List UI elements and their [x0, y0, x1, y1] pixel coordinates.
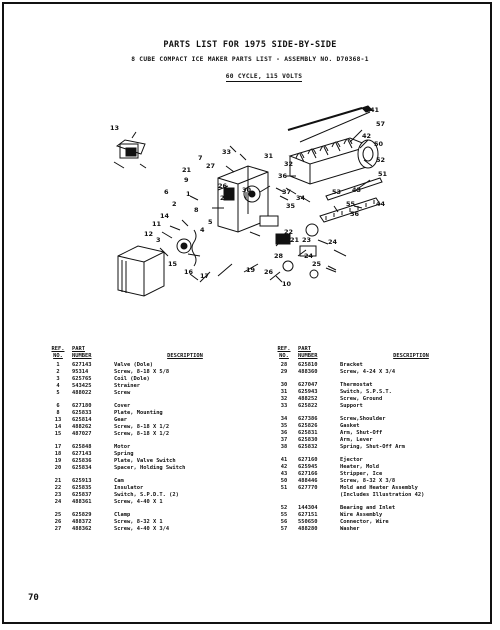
svg-text:14: 14	[160, 212, 170, 220]
part-description: Insulator	[114, 485, 144, 491]
ref-number: 56	[280, 519, 288, 525]
table-row	[44, 383, 256, 390]
table-row	[44, 458, 256, 465]
ref-number: 57	[280, 526, 288, 532]
svg-text:33: 33	[222, 148, 232, 156]
ref-number: 15	[54, 431, 62, 437]
ref-number: 43	[280, 471, 288, 477]
svg-text:28: 28	[274, 252, 284, 260]
svg-text:12: 12	[144, 230, 154, 238]
part-description: Heater, Mold	[340, 464, 379, 470]
table-row	[44, 417, 256, 424]
part-number: 627151	[298, 512, 318, 518]
page-title: PARTS LIST FOR 1975 SIDE-BY-SIDE	[163, 40, 337, 50]
table-row	[270, 512, 482, 519]
part-number: 627386	[298, 416, 318, 422]
part-description: Screw, 8-32 X 3/8	[340, 478, 396, 484]
table-row	[44, 492, 256, 499]
svg-text:26: 26	[264, 268, 274, 276]
table-row	[44, 451, 256, 458]
ref-number: 52	[280, 505, 288, 511]
part-number: 625913	[72, 478, 92, 484]
part-number: 625814	[72, 417, 92, 423]
table-row	[44, 519, 256, 526]
svg-text:6: 6	[164, 188, 169, 196]
part-number: 95314	[72, 369, 89, 375]
ref-number: 33	[280, 403, 288, 409]
part-number: 625835	[72, 485, 92, 491]
part-number: 550650	[298, 519, 318, 525]
svg-text:55: 55	[346, 200, 356, 208]
part-description: Screw, 4-40 X 3/4	[114, 526, 170, 532]
table-row	[44, 444, 256, 451]
ref-number: 50	[280, 478, 288, 484]
part-number: 625848	[72, 444, 92, 450]
part-description: Mold and Heater Assembly	[340, 485, 418, 491]
part-number: 625810	[298, 362, 318, 368]
part-description: Stripper, Ice	[340, 471, 383, 477]
svg-text:9: 9	[184, 176, 189, 184]
ref-number: 30	[280, 382, 288, 388]
table-row	[44, 376, 256, 383]
part-number: 627166	[298, 471, 318, 477]
svg-text:26: 26	[218, 182, 228, 190]
ref-number: 1	[56, 362, 60, 368]
part-number: 625833	[72, 410, 92, 416]
description-column-header: DESCRIPTION	[393, 352, 429, 359]
svg-text:43: 43	[352, 186, 362, 194]
part-description: Connector, Wire	[340, 519, 389, 525]
table-row	[44, 403, 256, 410]
part-description: Screw, 4-24 X 3/4	[340, 369, 396, 375]
svg-text:52: 52	[376, 156, 386, 164]
part-description: Thermostat	[340, 382, 373, 388]
table-row	[270, 403, 482, 410]
part-description: Spacer, Holding Switch	[114, 465, 186, 471]
table-row	[44, 362, 256, 369]
part-number: 488446	[298, 478, 318, 484]
svg-text:25: 25	[312, 260, 322, 268]
svg-text:22: 22	[284, 228, 294, 236]
part-description: Washer	[340, 526, 360, 532]
ref-number: 21	[54, 478, 62, 484]
page-subtitle: 8 CUBE COMPACT ICE MAKER PARTS LIST - ASSEMBLY NO. D70368-1	[131, 56, 369, 63]
cover	[118, 246, 164, 296]
parts-table-left	[44, 346, 256, 533]
part-number: 625826	[298, 423, 318, 429]
table-row	[44, 369, 256, 376]
svg-text:17: 17	[200, 272, 210, 280]
svg-text:41: 41	[370, 106, 380, 114]
table-row	[270, 464, 482, 471]
ref-column-header: REF. NO.	[277, 346, 291, 359]
part-description: Gasket	[340, 423, 360, 429]
part-description: Coil (Dole)	[114, 376, 150, 382]
part-description: Switch, S.P.S.T.	[340, 389, 392, 395]
svg-text:24: 24	[328, 238, 338, 246]
ref-number: 36	[280, 430, 288, 436]
table-row	[270, 369, 482, 376]
table-row	[270, 526, 482, 533]
svg-text:51: 51	[378, 170, 388, 178]
table-row	[270, 389, 482, 396]
svg-text:11: 11	[152, 220, 162, 228]
part-number: 625829	[72, 512, 92, 518]
part-number: 488280	[298, 526, 318, 532]
part-description: Valve (Dole)	[114, 362, 153, 368]
ref-number: 41	[280, 457, 288, 463]
table-row	[270, 423, 482, 430]
part-number: 144304	[298, 505, 318, 511]
ref-number: 2	[56, 369, 60, 375]
part-description: Switch, S.P.D.T. (2)	[114, 492, 179, 498]
ref-number: 37	[280, 437, 288, 443]
svg-text:53: 53	[332, 188, 342, 196]
table-row	[44, 410, 256, 417]
ref-number: 4	[56, 383, 60, 389]
part-number: 488252	[298, 396, 318, 402]
part-number: 625831	[298, 430, 318, 436]
part-description: Screw,Shoulder	[340, 416, 386, 422]
ref-number: 23	[54, 492, 62, 498]
ref-number: 26	[54, 519, 62, 525]
part-number: 625943	[298, 389, 318, 395]
part-description: Wire Assembly	[340, 512, 383, 518]
svg-text:31: 31	[264, 152, 274, 160]
ref-number: 34	[280, 416, 288, 422]
part-description: Plate, Mounting	[114, 410, 163, 416]
part-description: Bracket	[340, 362, 363, 368]
svg-text:5: 5	[208, 218, 213, 226]
part-description: Arm, Lever	[340, 437, 373, 443]
table-row	[44, 390, 256, 397]
svg-text:4: 4	[200, 226, 205, 234]
part-number: 627180	[72, 403, 92, 409]
ref-column-header: REF. NO.	[51, 346, 65, 359]
table-row	[44, 431, 256, 438]
ref-number: 17	[54, 444, 62, 450]
part-description: Spring, Shut-Off Arm	[340, 444, 405, 450]
part-description: Bearing and Inlet	[340, 505, 396, 511]
part-number: 627047	[298, 382, 318, 388]
table-row	[44, 424, 256, 431]
svg-text:20: 20	[220, 194, 230, 202]
table-row	[270, 382, 482, 389]
part-number: 488362	[72, 526, 92, 532]
part-description: Screw, 8-18 X 1/2	[114, 431, 170, 437]
table-row	[44, 465, 256, 472]
part-number: 488360	[298, 369, 318, 375]
ref-number: 28	[280, 362, 288, 368]
valve-inset	[114, 132, 146, 168]
cycle-label: 60 CYCLE, 115 VOLTS	[225, 73, 303, 80]
part-number: 625945	[298, 464, 318, 470]
table-row	[44, 512, 256, 519]
svg-text:15: 15	[168, 260, 178, 268]
part-number: 488372	[72, 519, 92, 525]
ref-number	[270, 492, 298, 499]
part-number: 627160	[298, 457, 318, 463]
part-description: Screw	[114, 390, 131, 396]
part-description: Cover	[114, 403, 131, 409]
ref-number: 31	[280, 389, 288, 395]
part-description: Screw, 8-18 X 5/8	[114, 369, 170, 375]
part-number: 625837	[72, 492, 92, 498]
svg-text:27: 27	[206, 162, 216, 170]
exploded-parts-diagram	[100, 96, 400, 301]
svg-text:42: 42	[362, 132, 372, 140]
svg-text:50: 50	[374, 140, 384, 148]
part-description: Spring	[114, 451, 134, 457]
part-description: Ejector	[340, 457, 363, 463]
table-header	[44, 346, 256, 359]
ref-number: 14	[54, 424, 62, 430]
table-row	[44, 499, 256, 506]
part-number: 627143	[72, 362, 92, 368]
table-row	[270, 519, 482, 526]
part-description: Strainer	[114, 383, 140, 389]
ref-number: 22	[54, 485, 62, 491]
svg-text:24: 24	[304, 252, 314, 260]
part-number: 625822	[298, 403, 318, 409]
part-description: Screw, 8-18 X 1/2	[114, 424, 170, 430]
svg-text:2: 2	[172, 200, 177, 208]
svg-text:23: 23	[302, 236, 312, 244]
ref-number: 42	[280, 464, 288, 470]
part-number: 627770	[298, 485, 318, 491]
table-row	[270, 457, 482, 464]
table-header	[270, 346, 482, 359]
part-number: 625834	[72, 465, 92, 471]
svg-text:13: 13	[110, 124, 120, 132]
part-description: Screw, 4-40 X 1	[114, 499, 163, 505]
ref-number: 19	[54, 458, 62, 464]
table-row	[270, 485, 482, 492]
ref-number: 5	[56, 390, 60, 396]
svg-text:36: 36	[278, 172, 288, 180]
ref-number: 29	[280, 369, 288, 375]
svg-text:44: 44	[376, 200, 386, 208]
part-description: Screw, 8-32 X 1	[114, 519, 163, 525]
description-column-header: DESCRIPTION	[167, 352, 203, 359]
part-description: Arm, Shut-Off	[340, 430, 383, 436]
svg-text:7: 7	[198, 154, 203, 162]
part-number: 625832	[298, 444, 318, 450]
part-description: Screw, Ground	[340, 396, 383, 402]
ref-number: 24	[54, 499, 62, 505]
parts-table-right	[270, 346, 482, 533]
part-description: Support	[340, 403, 363, 409]
table-row	[270, 362, 482, 369]
part-number: 627143	[72, 451, 92, 457]
ref-number: 55	[280, 512, 288, 518]
svg-text:3: 3	[156, 236, 161, 244]
svg-text:16: 16	[184, 268, 194, 276]
svg-text:21: 21	[290, 236, 300, 244]
ref-number: 32	[280, 396, 288, 402]
ref-number: 35	[280, 423, 288, 429]
ref-number: 27	[54, 526, 62, 532]
ref-number: 3	[56, 376, 60, 382]
ref-number: 51	[280, 485, 288, 491]
svg-text:57: 57	[376, 120, 386, 128]
svg-text:1: 1	[186, 190, 191, 198]
part-number-column-header: PART NUMBER	[72, 346, 92, 359]
ref-number: 38	[280, 444, 288, 450]
table-row	[270, 492, 482, 499]
svg-text:10: 10	[282, 280, 292, 288]
svg-text:37: 37	[282, 188, 292, 196]
ref-number: 13	[54, 417, 62, 423]
table-row	[44, 485, 256, 492]
ref-number: 18	[54, 451, 62, 457]
ice-mold	[290, 138, 370, 184]
part-number: 625836	[72, 458, 92, 464]
table-row	[270, 437, 482, 444]
part-description: Clamp	[114, 512, 131, 518]
part-number: 488022	[72, 390, 92, 396]
svg-text:56: 56	[350, 210, 360, 218]
table-row	[44, 526, 256, 533]
part-number: 488361	[72, 499, 92, 505]
part-description: Plate, Valve Switch	[114, 458, 176, 464]
part-description: (Includes Illustration 42)	[340, 492, 425, 498]
table-row	[270, 444, 482, 451]
ref-number: 20	[54, 465, 62, 471]
page-number: 70	[28, 593, 39, 603]
svg-text:8: 8	[194, 206, 199, 214]
table-row	[270, 505, 482, 512]
svg-text:21: 21	[182, 166, 192, 174]
svg-text:34: 34	[296, 194, 306, 202]
ref-number: 6	[56, 403, 60, 409]
table-row	[270, 416, 482, 423]
table-row	[270, 430, 482, 437]
part-number: 487027	[72, 431, 92, 437]
table-row	[270, 396, 482, 403]
part-description: Gear	[114, 417, 127, 423]
svg-text:30: 30	[242, 186, 252, 194]
svg-text:32: 32	[284, 160, 294, 168]
part-number: 625830	[298, 437, 318, 443]
part-number: 625765	[72, 376, 92, 382]
part-number	[298, 492, 340, 499]
ref-number: 25	[54, 512, 62, 518]
table-row	[270, 478, 482, 485]
part-description: Cam	[114, 478, 124, 484]
part-number-column-header: PART NUMBER	[298, 346, 318, 359]
svg-text:35: 35	[286, 202, 296, 210]
svg-text:19: 19	[246, 266, 256, 274]
table-row	[44, 478, 256, 485]
part-description: Motor	[114, 444, 131, 450]
part-number: 543425	[72, 383, 92, 389]
ref-number: 8	[56, 410, 60, 416]
table-row	[270, 471, 482, 478]
part-number: 488262	[72, 424, 92, 430]
